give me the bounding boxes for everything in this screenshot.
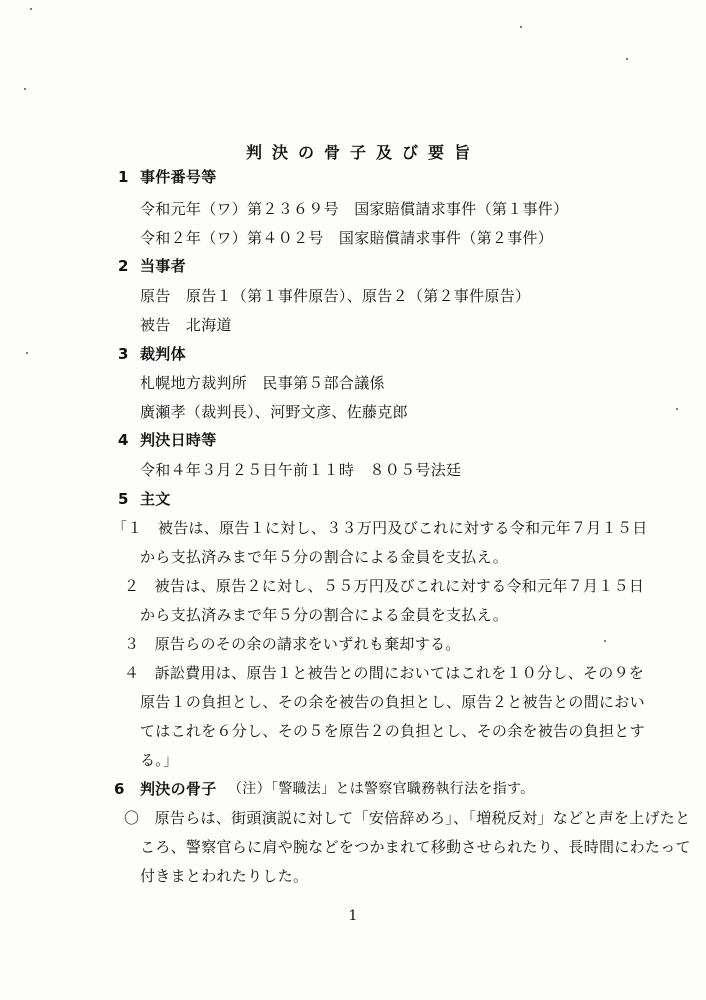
summary-line: 付きまとわれたりした。 [140, 867, 309, 885]
summary-line: 〇 原告らは、街頭演説に対して「安倍辞めろ」、「増税反対」などと声を上げたと [124, 809, 691, 827]
scan-speck [30, 8, 32, 10]
judgment-date-line: 令和４年３月２５日午前１１時 ８０５号法廷 [140, 461, 462, 479]
section-3-number: 3 [118, 345, 129, 363]
section-1-number: 1 [118, 168, 129, 186]
section-4-heading: 判決日時等 [140, 431, 217, 449]
scan-speck [520, 26, 522, 28]
case-number-line: 令和２年（ワ）第４０２号 国家賠償請求事件（第２事件） [140, 229, 554, 247]
section-2-number: 2 [118, 257, 129, 275]
section-6-heading: 判決の骨子 [140, 780, 217, 798]
disposition-line: てはこれを６分し、その５を原告２の負担とし、その余を被告の負担とす [140, 722, 645, 740]
page-number: 1 [348, 908, 358, 924]
scan-speck [26, 352, 28, 354]
section-5-number: 5 [118, 490, 129, 508]
section-4-number: 4 [118, 431, 129, 449]
section-2-heading: 当事者 [140, 257, 186, 275]
judges-line: 廣瀬孝（裁判長）、河野文彦、佐藤克郎 [140, 403, 408, 421]
case-number-line: 令和元年（ワ）第２３６９号 国家賠償請求事件（第１事件） [140, 200, 569, 218]
summary-line: ころ、警察官らに肩や腕などをつかまれて移動させられたり、長時間にわたって [140, 838, 691, 856]
scan-speck [604, 640, 606, 642]
disposition-line: る。」 [140, 751, 179, 769]
parties-line: 原告 原告１（第１事件原告）、原告２（第２事件原告） [140, 287, 531, 305]
section-6-note: （注）「警職法」とは警察官職務執行法を指す。 [228, 781, 535, 797]
document-title: 判決の骨子及び要旨 [245, 143, 480, 162]
disposition-line: 「１ 被告は、原告１に対し、３３万円及びこれに対する令和元年７月１５日 [112, 519, 648, 537]
section-6-number: 6 [114, 780, 125, 798]
section-3-heading: 裁判体 [140, 345, 186, 363]
section-5-heading: 主文 [140, 490, 171, 508]
scan-speck [24, 88, 26, 90]
scan-speck [626, 58, 628, 60]
scan-speck [676, 408, 678, 410]
parties-line: 被告 北海道 [140, 316, 232, 334]
court-line: 札幌地方裁判所 民事第５部合議係 [140, 374, 385, 392]
disposition-line: から支払済みまで年５分の割合による金員を支払え。 [140, 548, 509, 566]
disposition-line: ２ 被告は、原告２に対し、５５万円及びこれに対する令和元年７月１５日 [124, 577, 645, 595]
section-1-heading: 事件番号等 [140, 168, 217, 186]
disposition-line: ４ 訴訟費用は、原告１と被告との間においてはこれを１０分し、その９を [124, 664, 645, 682]
disposition-line: ３ 原告らのその余の請求をいずれも棄却する。 [124, 635, 461, 653]
disposition-line: から支払済みまで年５分の割合による金員を支払え。 [140, 606, 509, 624]
disposition-line: 原告１の負担とし、その余を被告の負担とし、原告２と被告との間におい [140, 693, 645, 711]
